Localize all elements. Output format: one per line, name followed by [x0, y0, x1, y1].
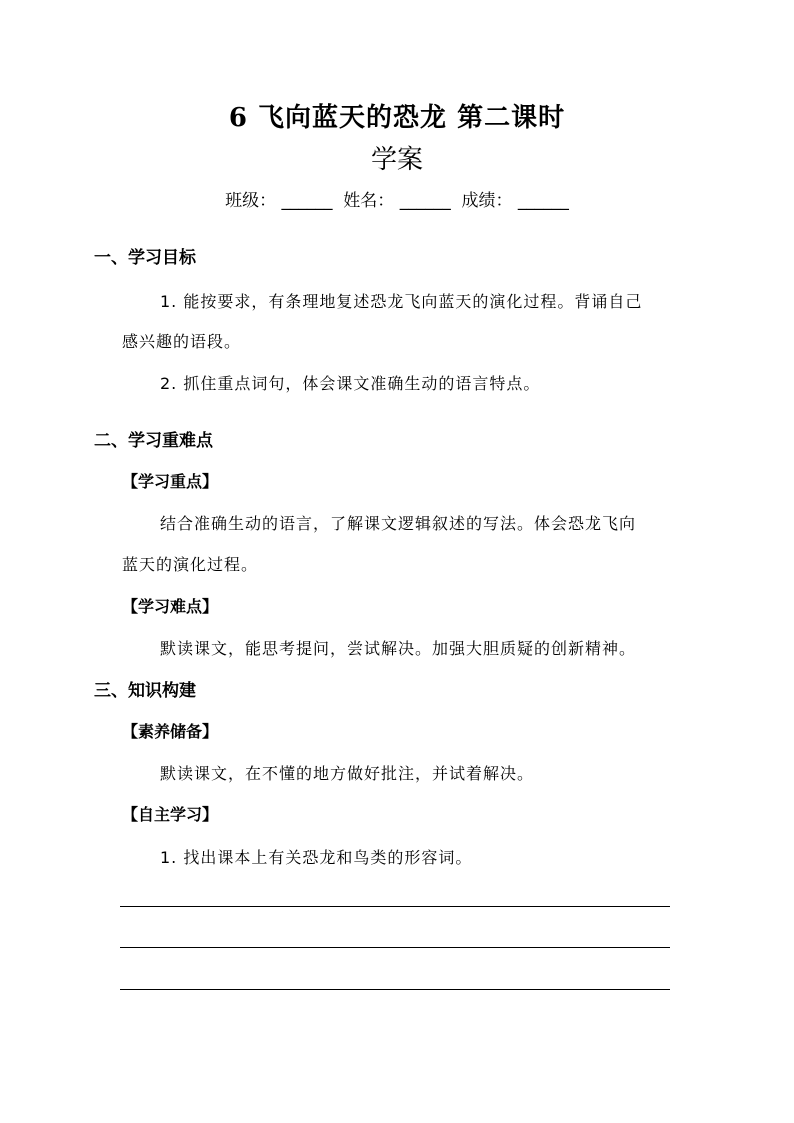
- self-study-item-1: 1. 找出课本上有关恐龙和鸟类的形容词。: [160, 848, 473, 867]
- goal-item-1-line-2: 感兴趣的语段。: [122, 332, 242, 351]
- page-title: 6 飞向蓝天的恐龙 第二课时: [228, 103, 566, 133]
- goal-item-2: 2. 抓住重点词句，体会课文准确生动的语言特点。: [160, 374, 541, 393]
- score-label: 成绩：: [461, 191, 513, 211]
- page-subtitle: 学案: [370, 145, 423, 175]
- self-study-label: 【自主学习】: [122, 805, 219, 824]
- class-blank[interactable]: ______: [281, 191, 333, 211]
- answer-line[interactable]: [120, 947, 670, 948]
- goal-item-1-line-1: 1. 能按要求，有条理地复述恐龙飞向蓝天的演化过程。背诵自己: [160, 292, 643, 311]
- focus-text-line-1: 结合准确生动的语言，了解课文逻辑叙述的写法。体会恐龙飞向: [160, 514, 637, 533]
- focus-label: 【学习重点】: [122, 472, 219, 491]
- prep-label: 【素养储备】: [122, 722, 219, 741]
- section-heading-key-points: 二、学习重难点: [94, 431, 213, 451]
- section-heading-goals: 一、学习目标: [94, 248, 196, 268]
- prep-text: 默读课文，在不懂的地方做好批注，并试着解决。: [160, 764, 535, 783]
- student-info-line: [0, 188, 794, 214]
- difficulty-text: 默读课文，能思考提问，尝试解决。加强大胆质疑的创新精神。: [160, 639, 637, 658]
- section-heading-knowledge: 三、知识构建: [94, 681, 196, 701]
- answer-line[interactable]: [120, 989, 670, 990]
- answer-line[interactable]: [120, 906, 670, 907]
- difficulty-label: 【学习难点】: [122, 597, 219, 616]
- name-blank[interactable]: ______: [399, 191, 451, 211]
- name-label: 姓名：: [343, 191, 395, 211]
- focus-text-line-2: 蓝天的演化过程。: [122, 555, 259, 574]
- class-label: 班级：: [225, 191, 277, 211]
- score-blank[interactable]: ______: [517, 191, 569, 211]
